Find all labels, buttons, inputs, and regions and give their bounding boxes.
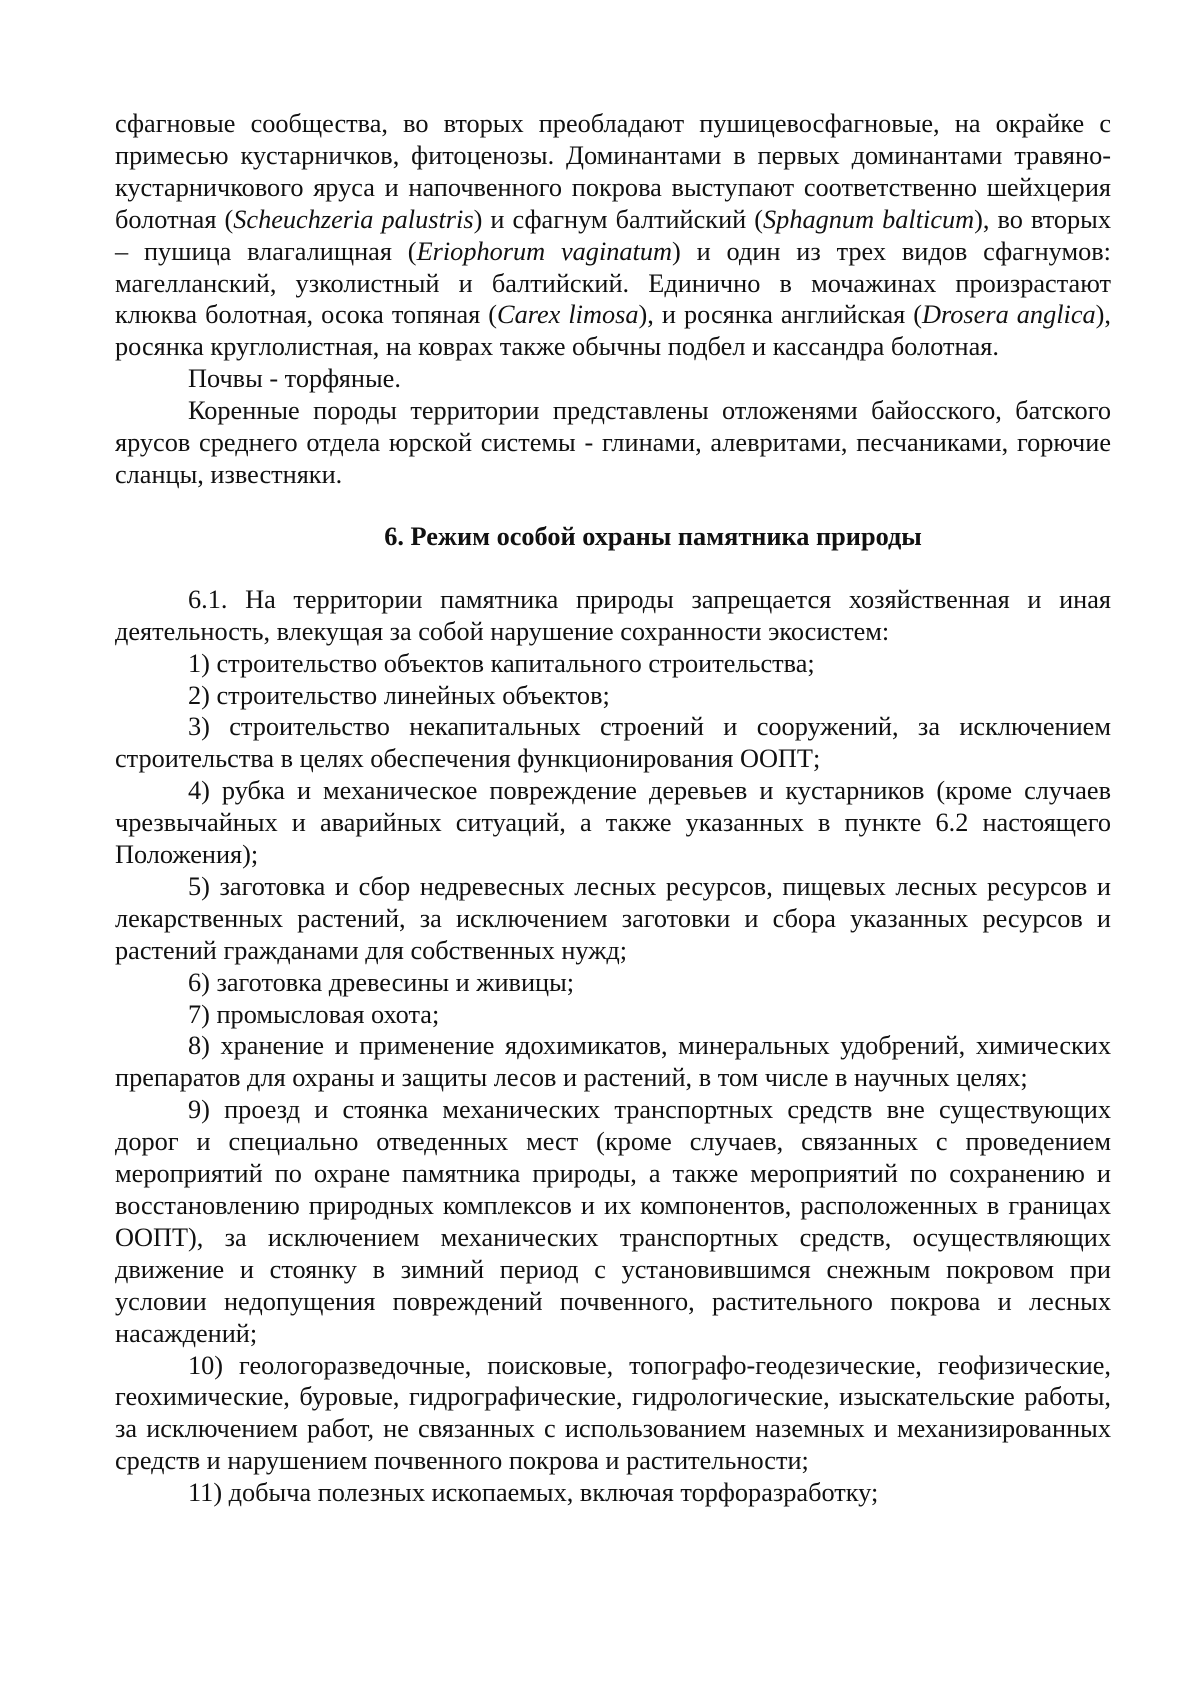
text-run: ) и сфагнум балтийский ( xyxy=(473,204,764,234)
latin-name-sphagnum: Sphagnum balticum xyxy=(763,204,975,234)
list-item: 3) строительство некапитальных строений и сооружений, за исключением строительства в целях обеспечения функционирования ООПТ; xyxy=(115,712,1111,774)
latin-name-scheuchzeria: Scheuchzeria palustris xyxy=(233,204,474,234)
list-item: 11) добыча полезных ископаемых, включая торфоразработку; xyxy=(188,1478,879,1508)
paragraph-bedrock: Коренные породы территории представлены отложенями байосского, батского ярусов среднего отдела юрской системы - глинами, алевритами, песчаниками, горючие сланцы, известняки. xyxy=(115,396,1111,489)
paragraph-soils: Почвы - торфяные. xyxy=(188,364,401,394)
list-item: 2) строительство линейных объектов; xyxy=(188,680,610,710)
list-item: 10) геологоразведочные, поисковые, топографо-геодезические, геофизические, геохимические, буровые, гидрографические, гидрологические, изыскательские работы, за исключением работ, не связанных с использованием наземных и механизированных средств и нарушением почвенного покрова и растительности; xyxy=(115,1350,1111,1476)
list-item: 1) строительство объектов капитального строительства; xyxy=(188,648,815,678)
latin-name-carex: Carex limosa xyxy=(497,300,639,330)
section-lead-paragraph: 6.1. На территории памятника природы запрещается хозяйственная и иная деятельность, влекущая за собой нарушение сохранности экосистем: xyxy=(115,584,1111,646)
paragraph-vegetation xyxy=(115,108,1111,363)
list-item: 4) рубка и механическое повреждение деревьев и кустарников (кроме случаев чрезвычайных и аварийных ситуаций, а также указанных в пункте 6.2 настоящего Положения); xyxy=(115,776,1111,870)
list-item: 6) заготовка древесины и живицы; xyxy=(188,967,575,997)
latin-name-drosera: Drosera anglica xyxy=(922,300,1096,330)
section-heading: 6. Режим особой охраны памятника природы xyxy=(384,521,922,551)
text-run: ), росянка круглолистная, на коврах также обычны подбел и кассандра болотная. xyxy=(115,300,1111,362)
text-run: ), и росянка английская ( xyxy=(638,300,923,330)
latin-name-eriophorum: Eriophorum vaginatum xyxy=(416,236,672,266)
text-run: ) и один из трех видов сфагнумов: магелланский, узколистный и балтийский. Единично в мочажинах произрастают клюква болотная, осока топяная ( xyxy=(115,236,1111,330)
text-run: ), во вторых – пушица влагалищная ( xyxy=(115,204,1112,266)
list-item: 9) проезд и стоянка механических транспортных средств вне существующих дорог и специально отведенных мест (кроме случаев, связанных с проведением мероприятий по охране памятника природы, а также мероприятий по сохранению и восстановлению природных комплексов и их компонентов, расположенных в границах ООПТ), за исключением механических транспортных средств, осуществляющих движение и стоянку в зимний период с установившимся снежным покровом при условии недопущения повреждений почвенного, растительного покрова и лесных насаждений; xyxy=(115,1095,1111,1348)
list-item: 7) промысловая охота; xyxy=(188,999,440,1029)
list-item: 8) хранение и применение ядохимикатов, минеральных удобрений, химических препаратов для охраны и защиты лесов и растений, в том числе в научных целях; xyxy=(115,1031,1111,1093)
document-page xyxy=(115,108,1111,1509)
list-item: 5) заготовка и сбор недревесных лесных ресурсов, пищевых лесных ресурсов и лекарственных растений, за исключением заготовки и сбора указанных ресурсов и растений гражданами для собственных нужд; xyxy=(115,871,1111,965)
text-run: сфагновые сообщества, во вторых преобладают пушицевосфагновые, на окрайке с примесью кустарничков, фитоценозы. Доминантами в первых доминантами травяно-кустарничкового яруса и напочвенного покрова выступают соответственно шейхцерия болотная ( xyxy=(115,109,1111,234)
